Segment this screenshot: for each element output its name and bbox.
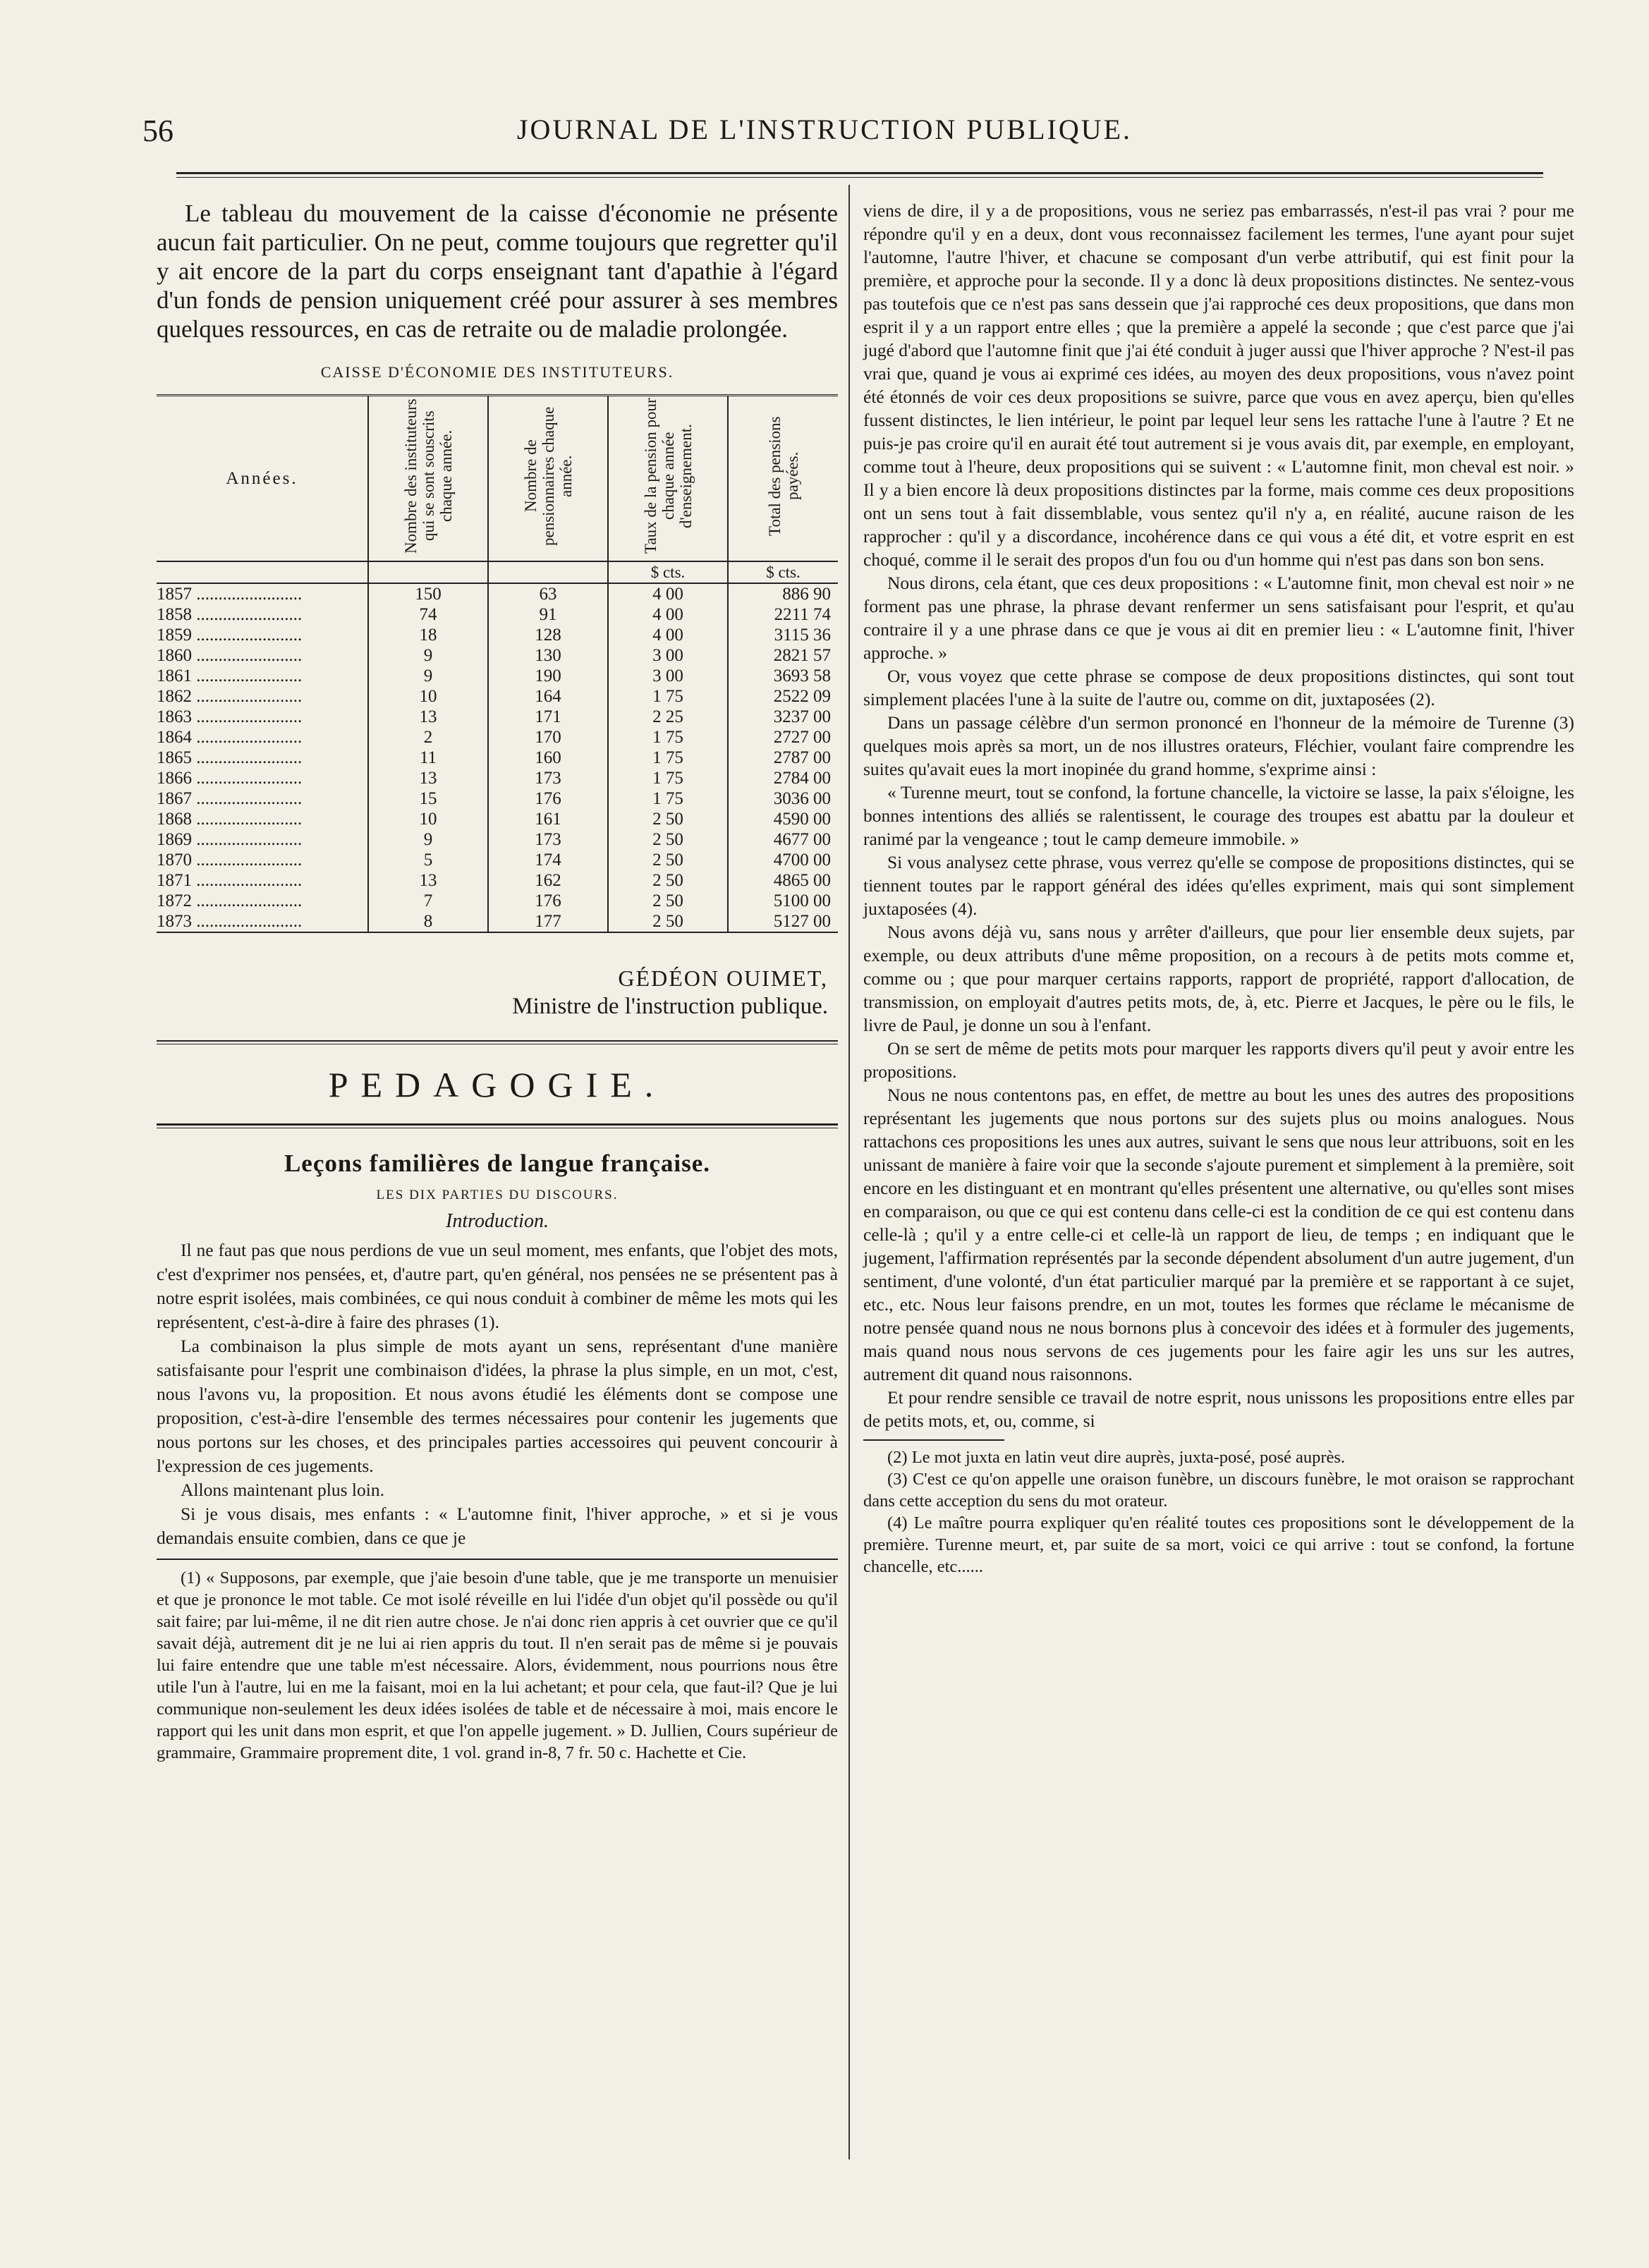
value-cell: 3115 36 [728, 625, 838, 645]
table-header-row [157, 396, 838, 561]
article-paragraph: Dans un passage célèbre d'un sermon prononcé en l'honneur de la mémoire de Turenne (3) quelques mois après sa mort, un de nos illustres orateurs, Fléchier, voulant faire comprendre les suites qu'avait eues la mort inopinée du grand homme, s'exprime ainsi : [863, 712, 1574, 779]
year-cell: 1863 ........................ [157, 707, 303, 726]
value-cell: 2 50 [608, 850, 728, 870]
article-paragraph: Si je vous disais, mes enfants : « L'automne finit, l'hiver approche, » et si je vous demandais ensuite combien, dans ce que je [157, 1504, 838, 1548]
value-cell: 2522 09 [728, 686, 838, 707]
value-cell: 2821 57 [728, 645, 838, 666]
table-row [157, 666, 838, 686]
value-cell: 2 50 [608, 829, 728, 850]
article-paragraph: Allons maintenant plus loin. [181, 1480, 384, 1500]
footnote-rule [863, 1439, 1004, 1441]
value-cell: 173 [488, 829, 608, 850]
value-cell: 5100 00 [728, 891, 838, 911]
page-number: 56 [142, 114, 174, 148]
footnote-2: (2) Le mot juxta en latin veut dire auprès, juxta-posé, posé auprès. [887, 1448, 1346, 1467]
value-cell: 2 50 [608, 809, 728, 829]
header-subscribers [368, 396, 488, 561]
value-cell: 164 [488, 686, 608, 707]
value-cell: 150 [368, 583, 488, 604]
article-paragraph: viens de dire, il y a de propositions, vous ne seriez pas embarrassés, n'est-il pas vrai ? pour me répondre qu'il y en a deux, dont vous reconnaissez facilement les termes, l'une ayant pour sujet l'automne, l'autre l'hiver, et chacune se composant d'un verbe attributif, qui est finit pour la première, et approche pour la seconde. Il y a donc là deux propositions distinctes. Ne sentez-vous pas toutefois que ce n'est pas sans dessein que j'ai rapproché ces deux propositions, que dans mon esprit il y a un rapport entre elles ; que la première a appelé la seconde ; que c'est parce que j'ai jugé d'abord que l'automne finit que j'ai été conduit à juger aussi que l'hiver approche ? N'est-il pas vrai que, quand je vous ai exprimé ces idées, au moyen des deux propositions, vous n'avez point été étonnés de voir ces deux propositions se suivre, parce que vous en avez aperçu, bien qu'elles fussent distinctes, le lien intérieur, le point par lequel leur sens les rattache l'une à l'autre ? Et ne puis-je pas croire qu'il en aurait été tout autrement si je vous avais dit, par exemple, en employant, comme tout à l'heure, deux propositions qui se suivent : « L'automne finit, mon cheval est noir. » Il y a bien encore là deux propositions distinctes par la forme, mais comme ces deux propositions ont un sens tout à fait dissemblable, vous sentez qu'il n'y a, en réalité, aucune raison de les rapprocher : qu'il y a discordance, incohérence dans ce qui vous a été dit, et votre esprit en est choqué, comme il le serait des propos d'un fou ou d'un homme qui n'est pas dans son bon sens. [863, 200, 1574, 570]
value-cell: 4700 00 [728, 850, 838, 870]
header-rate [608, 396, 728, 561]
year-cell: 1869 ........................ [157, 830, 303, 849]
header-years [157, 396, 368, 561]
year-cell: 1857 ........................ [157, 583, 368, 604]
article-paragraph: Nous dirons, cela étant, que ces deux propositions : « L'automne finit, mon cheval est noir » ne forment pas une phrase, la phrase devant renfermer un sens satisfaisant pour l'esprit, et qu'au contraire il y a une phrase dans ce que je vous ai dit en premier lieu : « L'automne finit, l'hiver approche. » [863, 573, 1574, 663]
value-cell: 63 [488, 583, 608, 604]
value-cell: 3 00 [608, 645, 728, 666]
value-cell: 1 75 [608, 768, 728, 788]
article-intro-heading: Introduction. [446, 1210, 549, 1232]
value-cell: 3693 58 [728, 666, 838, 686]
year-cell: 1868 ........................ [157, 810, 303, 829]
article-subtitle: LES DIX PARTIES DU DISCOURS. [376, 1188, 619, 1202]
value-cell: 886 90 [728, 583, 838, 604]
value-cell: 4677 00 [728, 829, 838, 850]
value-cell: 9 [368, 645, 488, 666]
table-row [157, 686, 838, 707]
table-row [157, 788, 838, 809]
year-cell: 1867 ........................ [157, 789, 303, 808]
table-row [157, 625, 838, 645]
year-cell: 1866 ........................ [157, 769, 303, 788]
table-row [157, 911, 838, 932]
footnote-4: (4) Le maître pourra expliquer qu'en réalité toutes ces propositions sont le développement de la première. Turenne meurt, et, par suite de sa mort, voici ce qui arrive : tout se confond, la fortune chancelle, etc...... [863, 1513, 1574, 1576]
section-rule [157, 1123, 838, 1128]
value-cell: 161 [488, 809, 608, 829]
article-title: Leçons familières de langue française. [284, 1150, 711, 1177]
left-column [157, 199, 838, 1764]
value-cell: 13 [368, 870, 488, 891]
value-cell: 160 [488, 748, 608, 768]
footnote-rule [157, 1559, 838, 1560]
value-cell: 10 [368, 686, 488, 707]
unit-cell: $ cts. [608, 561, 728, 583]
year-cell: 1870 ........................ [157, 850, 303, 870]
value-cell: 170 [488, 727, 608, 748]
value-cell: 4 00 [608, 604, 728, 625]
value-cell: 162 [488, 870, 608, 891]
unit-cell [157, 561, 368, 583]
footnote-3: (3) C'est ce qu'on appelle une oraison funèbre, un discours funèbre, le mot oraison se rapprochant dans cette acception du sens du mot orateur. [863, 1470, 1574, 1511]
article-paragraph: Nous ne nous contentons pas, en effet, de mettre au bout les unes des autres des propositions représentant les jugements que nous portons sur des sujets plus ou moins analogues. Nous rattachons ces propositions les unes aux autres, suivant le sens que nous leur attribuons, soit en les unissant de manière à faire voir que la seconde s'ajoute purement et simplement à la première, soit encore en les distinguant et en montrant qu'elles présentent une alternative, ou qu'elles sont mises en comparaison, ou que ce qui est contenu dans celle-ci est la condition de ce qui est contenu dans celle-là ; qu'il y a entre celle-ci et celle-là un rapport de lieu, de temps ; en indiquant que le jugement, l'affirmation représentés par la seconde dépendent absolument d'un autre jugement, d'un sentiment, d'une volonté, d'un état particulier marqué par la première et se rapportant à ce sujet, etc., etc. Nous leur faisons prendre, en un mot, toutes les formes que réclame le mécanisme de notre pensée quand nous ne nous bornons plus à concevoir des idées et à formuler des jugements, mais quand nous nous servons de ces jugements pour les faire agir les uns sur les autres, autrement dit quand nous raisonnons. [863, 1085, 1574, 1384]
year-cell: 1865 ........................ [157, 748, 303, 767]
value-cell: 177 [488, 911, 608, 932]
year-cell: 1860 ........................ [157, 646, 303, 665]
value-cell: 176 [488, 891, 608, 911]
table-row [157, 727, 838, 748]
table-row [157, 645, 838, 666]
table-row [157, 850, 838, 870]
value-cell: 2211 74 [728, 604, 838, 625]
value-cell: 1 75 [608, 788, 728, 809]
value-cell: 2 50 [608, 870, 728, 891]
table-row [157, 829, 838, 850]
year-cell: 1858 ........................ [157, 605, 303, 624]
units-row [157, 561, 838, 583]
article-paragraph: Nous avons déjà vu, sans nous y arrêter d'ailleurs, que pour lier ensemble deux sujets, par exemple, ou deux attributs d'une même proposition, on a recours à de petits mots comme et, comme ou ; que pour marquer certains rapports, rapport de propriété, rapport d'allocation, de transmission, on employait d'autres petits mots, de, à, etc. Pierre et Jacques, le père ou le fils, le livre de Paul, je donne un sou à l'enfant. [863, 922, 1574, 1035]
value-cell: 3 00 [608, 666, 728, 686]
right-column [863, 199, 1574, 1578]
article-paragraph: Or, vous voyez que cette phrase se compose de deux propositions distinctes, qui sont tout simplement placées l'une à la suite de l'autre ou, comme on dit, juxtaposées (2). [863, 666, 1574, 709]
value-cell: 128 [488, 625, 608, 645]
unit-cell [368, 561, 488, 583]
table-body [157, 561, 838, 932]
value-cell: 1 75 [608, 686, 728, 707]
value-cell: 74 [368, 604, 488, 625]
value-cell: 130 [488, 645, 608, 666]
value-cell: 11 [368, 748, 488, 768]
section-rule [157, 1040, 838, 1044]
value-cell: 1 75 [608, 748, 728, 768]
article-paragraph: On se sert de même de petits mots pour marquer les rapports divers qu'il peut y avoir entre les propositions. [863, 1038, 1574, 1082]
article-paragraph: Si vous analysez cette phrase, vous verrez qu'elle se compose de propositions distinctes, qui se tiennent toutes par le rapport général des idées qu'elles expriment, mais qui sont simplement juxtaposées (4). [863, 852, 1574, 919]
value-cell: 10 [368, 809, 488, 829]
value-cell: 173 [488, 768, 608, 788]
header-rule [176, 172, 1543, 178]
table-row [157, 891, 838, 911]
article-paragraph: Il ne faut pas que nous perdions de vue un seul moment, mes enfants, que l'objet des mots, c'est d'exprimer nos pensées, et, d'autre part, qu'en général, nos pensées ne se présentent pas à notre esprit isolées, mais combinées, ce qui nous conduit à combiner de même les mots qui les représentent, c'est-à-dire à faire des phrases (1). [157, 1240, 838, 1332]
value-cell: 9 [368, 829, 488, 850]
signature-name: GÉDÉON OUIMET, [618, 965, 828, 991]
value-cell: 3036 00 [728, 788, 838, 809]
article-paragraph: La combinaison la plus simple de mots ayant un sens, représentant d'une manière satisfaisante pour l'esprit une combinaison d'idées, la phrase la plus simple, en un mot, c'est, nous l'avons vu, la proposition. Et nous avons étudié les éléments dont se compose une proposition, c'est-à-dire l'ensemble des termes nécessaires pour contenir les jugements que nous portons sur les choses, et des principales parties accessoires qui peuvent concourir à l'expression de ces jugements. [157, 1336, 838, 1476]
year-cell: 1864 ........................ [157, 728, 303, 747]
value-cell: 7 [368, 891, 488, 911]
value-cell: 13 [368, 768, 488, 788]
table-row [157, 809, 838, 829]
table-row [157, 870, 838, 891]
year-cell: 1871 ........................ [157, 871, 303, 890]
value-cell: 4590 00 [728, 809, 838, 829]
value-cell: 2787 00 [728, 748, 838, 768]
value-cell: 171 [488, 707, 608, 727]
value-cell: 174 [488, 850, 608, 870]
year-cell: 1859 ........................ [157, 626, 303, 645]
value-cell: 4 00 [608, 583, 728, 604]
table-row [157, 768, 838, 788]
value-cell: 4 00 [608, 625, 728, 645]
value-cell: 1 75 [608, 727, 728, 748]
signature-block [157, 964, 838, 1020]
value-cell: 15 [368, 788, 488, 809]
footnote-1: (1) « Supposons, par exemple, que j'aie besoin d'une table, que je me transporte un menuisier et que je prononce le mot table. Ce mot isolé réveille en lui l'idée d'un objet qu'il possède ou qu'il sait faire; par lui-même, il ne dit rien autre chose. Je n'ai donc rien appris à cet ouvrier que ce qu'il savait déjà, autrement dit je ne lui ai rien appris du tout. Il n'en serait pas de même si je pouvais lui faire entendre que une table m'est nécessaire. Alors, évidemment, nous pourrions nous être utile l'un à l'autre, lui en me la faisant, moi en la lui achetant; et pour cela, que faut-il? Que je lui communique non-seulement les deux idées isolées de table et de nécessaire à moi, mais encore le rapport qui les unit dans mon esprit, et que l'on appelle jugement. » D. Jullien, Cours supérieur de grammaire, Grammaire proprement dite, 1 vol. grand in-8, 7 fr. 50 c. Hachette et Cie. [157, 1568, 838, 1762]
header-subscribers-label: Nombre des instituteurs qui se sont souscrits chaque année. [401, 398, 455, 554]
header-years-label: Années. [226, 468, 298, 488]
unit-cell [488, 561, 608, 583]
section-title: PEDAGOGIE. [328, 1065, 667, 1104]
table-row [157, 583, 838, 604]
value-cell: 2 50 [608, 911, 728, 932]
article-paragraph: Et pour rendre sensible ce travail de notre esprit, nous unissons les propositions entre elles par de petits mots, et, ou, comme, si [863, 1387, 1574, 1431]
value-cell: 2 50 [608, 891, 728, 911]
caisse-table-frame [157, 394, 838, 933]
quotation-paragraph: « Turenne meurt, tout se confond, la fortune chancelle, la victoire se lasse, la paix s'éloigne, les bonnes intentions des alliés se ralentissent, le courage des troupes est abattu par la douleur et ranimé par la vengeance ; tout le camp demeure immobile. » [863, 782, 1574, 849]
header-total-label: Total des pensions payées. [765, 416, 801, 536]
year-cell: 1861 ........................ [157, 666, 303, 685]
value-cell: 4865 00 [728, 870, 838, 891]
signature-title: Ministre de l'instruction publique. [512, 994, 828, 1019]
value-cell: 2 25 [608, 707, 728, 727]
header-total [728, 396, 838, 561]
value-cell: 2727 00 [728, 727, 838, 748]
value-cell: 2 [368, 727, 488, 748]
table-title: CAISSE D'ÉCONOMIE DES INSTITUTEURS. [320, 363, 674, 381]
column-divider [848, 185, 850, 2159]
year-cell: 1873 ........................ [157, 912, 303, 931]
table-row [157, 748, 838, 768]
value-cell: 13 [368, 707, 488, 727]
header-pensioners-label: Nombre de pensionnaires chaque année. [521, 406, 575, 546]
caisse-table [157, 396, 838, 932]
header-rate-label: Taux de la pension pour chaque année d'enseignement. [641, 398, 695, 554]
value-cell: 2784 00 [728, 768, 838, 788]
value-cell: 176 [488, 788, 608, 809]
unit-cell: $ cts. [728, 561, 838, 583]
value-cell: 3237 00 [728, 707, 838, 727]
year-cell: 1862 ........................ [157, 687, 303, 706]
header-pensioners [488, 396, 608, 561]
value-cell: 9 [368, 666, 488, 686]
value-cell: 18 [368, 625, 488, 645]
value-cell: 8 [368, 911, 488, 932]
table-row [157, 604, 838, 625]
table-row [157, 707, 838, 727]
value-cell: 5 [368, 850, 488, 870]
value-cell: 5127 00 [728, 911, 838, 932]
value-cell: 91 [488, 604, 608, 625]
running-head: JOURNAL DE L'INSTRUCTION PUBLIQUE. [516, 114, 1133, 145]
intro-paragraph: Le tableau du mouvement de la caisse d'économie ne présente aucun fait particulier. On ne peut, comme toujours que regretter qu'il y ait encore de la part du corps enseignant tant d'apathie à l'égard d'un fonds de pension uniquement créé pour assurer à ses membres quelques ressources, en cas de retraite ou de maladie prolongée. [157, 200, 838, 343]
value-cell: 190 [488, 666, 608, 686]
year-cell: 1872 ........................ [157, 891, 303, 910]
